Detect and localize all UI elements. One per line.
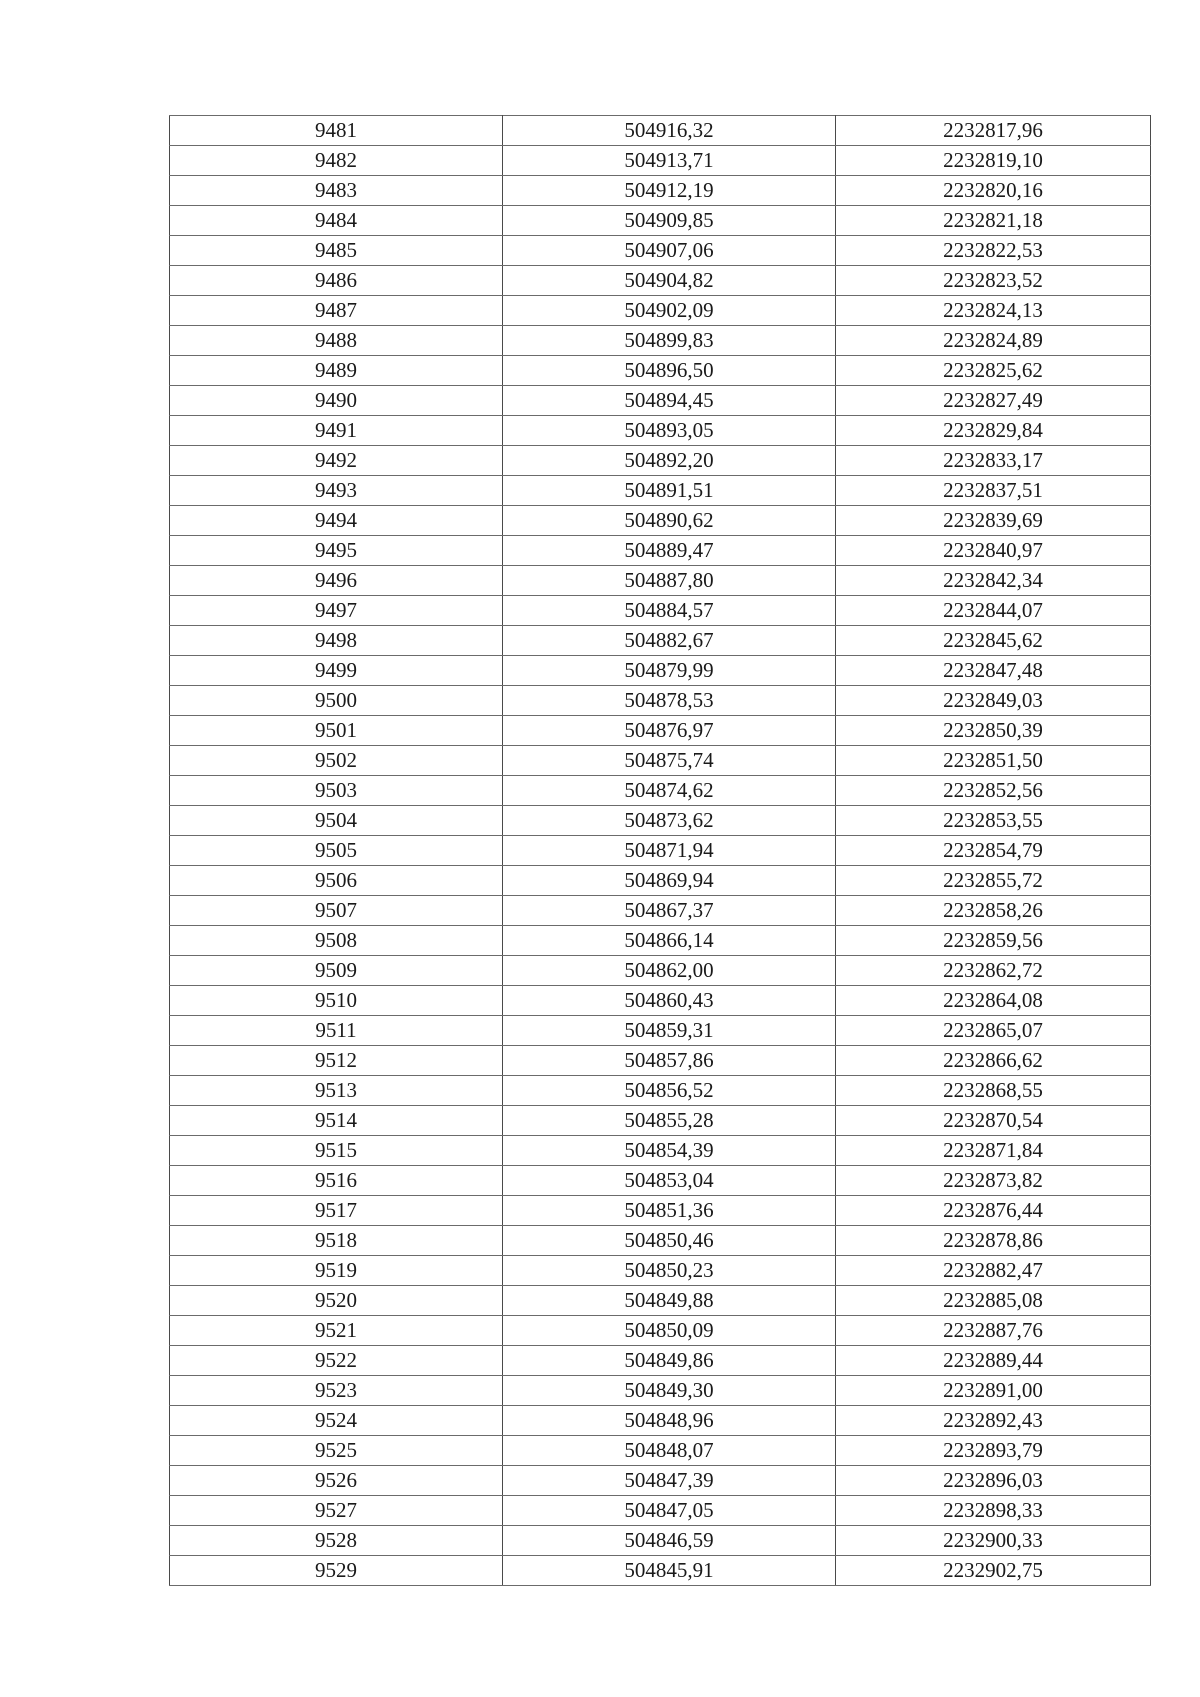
y-coordinate-cell: 2232823,52	[836, 266, 1151, 296]
table-row	[170, 1046, 1151, 1076]
point-number-cell: 9483	[170, 176, 503, 206]
y-coordinate-cell: 2232852,56	[836, 776, 1151, 806]
table-row	[170, 1466, 1151, 1496]
x-coordinate-cell: 504856,52	[503, 1076, 836, 1106]
x-coordinate-cell: 504860,43	[503, 986, 836, 1016]
table-row	[170, 326, 1151, 356]
x-coordinate-cell: 504879,99	[503, 656, 836, 686]
x-coordinate-cell: 504849,30	[503, 1376, 836, 1406]
y-coordinate-cell: 2232878,86	[836, 1226, 1151, 1256]
x-coordinate-cell: 504874,62	[503, 776, 836, 806]
y-coordinate-cell: 2232842,34	[836, 566, 1151, 596]
x-coordinate-cell: 504847,39	[503, 1466, 836, 1496]
y-coordinate-cell: 2232817,96	[836, 116, 1151, 146]
y-coordinate-cell: 2232819,10	[836, 146, 1151, 176]
y-coordinate-cell: 2232876,44	[836, 1196, 1151, 1226]
table-row	[170, 926, 1151, 956]
x-coordinate-cell: 504884,57	[503, 596, 836, 626]
point-number-cell: 9493	[170, 476, 503, 506]
y-coordinate-cell: 2232845,62	[836, 626, 1151, 656]
x-coordinate-cell: 504893,05	[503, 416, 836, 446]
x-coordinate-cell: 504902,09	[503, 296, 836, 326]
x-coordinate-cell: 504873,62	[503, 806, 836, 836]
y-coordinate-cell: 2232889,44	[836, 1346, 1151, 1376]
table-row	[170, 536, 1151, 566]
y-coordinate-cell: 2232855,72	[836, 866, 1151, 896]
point-number-cell: 9482	[170, 146, 503, 176]
x-coordinate-cell: 504871,94	[503, 836, 836, 866]
table-row	[170, 416, 1151, 446]
x-coordinate-cell: 504855,28	[503, 1106, 836, 1136]
table-row	[170, 446, 1151, 476]
x-coordinate-cell: 504909,85	[503, 206, 836, 236]
point-number-cell: 9528	[170, 1526, 503, 1556]
x-coordinate-cell: 504892,20	[503, 446, 836, 476]
point-number-cell: 9517	[170, 1196, 503, 1226]
table-row	[170, 1016, 1151, 1046]
point-number-cell: 9509	[170, 956, 503, 986]
y-coordinate-cell: 2232896,03	[836, 1466, 1151, 1496]
coordinates-table	[169, 115, 1151, 1586]
point-number-cell: 9505	[170, 836, 503, 866]
point-number-cell: 9523	[170, 1376, 503, 1406]
point-number-cell: 9488	[170, 326, 503, 356]
x-coordinate-cell: 504876,97	[503, 716, 836, 746]
point-number-cell: 9501	[170, 716, 503, 746]
y-coordinate-cell: 2232898,33	[836, 1496, 1151, 1526]
x-coordinate-cell: 504848,96	[503, 1406, 836, 1436]
y-coordinate-cell: 2232851,50	[836, 746, 1151, 776]
point-number-cell: 9515	[170, 1136, 503, 1166]
y-coordinate-cell: 2232900,33	[836, 1526, 1151, 1556]
table-row	[170, 1226, 1151, 1256]
table-row	[170, 626, 1151, 656]
table-row	[170, 176, 1151, 206]
y-coordinate-cell: 2232837,51	[836, 476, 1151, 506]
y-coordinate-cell: 2232821,18	[836, 206, 1151, 236]
x-coordinate-cell: 504857,86	[503, 1046, 836, 1076]
y-coordinate-cell: 2232825,62	[836, 356, 1151, 386]
x-coordinate-cell: 504867,37	[503, 896, 836, 926]
point-number-cell: 9516	[170, 1166, 503, 1196]
x-coordinate-cell: 504907,06	[503, 236, 836, 266]
x-coordinate-cell: 504845,91	[503, 1556, 836, 1586]
x-coordinate-cell: 504913,71	[503, 146, 836, 176]
point-number-cell: 9500	[170, 686, 503, 716]
point-number-cell: 9521	[170, 1316, 503, 1346]
y-coordinate-cell: 2232850,39	[836, 716, 1151, 746]
y-coordinate-cell: 2232893,79	[836, 1436, 1151, 1466]
x-coordinate-cell: 504890,62	[503, 506, 836, 536]
x-coordinate-cell: 504846,59	[503, 1526, 836, 1556]
point-number-cell: 9514	[170, 1106, 503, 1136]
x-coordinate-cell: 504849,88	[503, 1286, 836, 1316]
y-coordinate-cell: 2232833,17	[836, 446, 1151, 476]
y-coordinate-cell: 2232858,26	[836, 896, 1151, 926]
table-row	[170, 1076, 1151, 1106]
point-number-cell: 9498	[170, 626, 503, 656]
point-number-cell: 9494	[170, 506, 503, 536]
y-coordinate-cell: 2232882,47	[836, 1256, 1151, 1286]
point-number-cell: 9502	[170, 746, 503, 776]
table-row	[170, 1346, 1151, 1376]
y-coordinate-cell: 2232839,69	[836, 506, 1151, 536]
table-row	[170, 1526, 1151, 1556]
table-row	[170, 1256, 1151, 1286]
x-coordinate-cell: 504889,47	[503, 536, 836, 566]
table-row	[170, 716, 1151, 746]
point-number-cell: 9486	[170, 266, 503, 296]
table-row	[170, 1196, 1151, 1226]
x-coordinate-cell: 504878,53	[503, 686, 836, 716]
y-coordinate-cell: 2232892,43	[836, 1406, 1151, 1436]
table-row	[170, 776, 1151, 806]
y-coordinate-cell: 2232885,08	[836, 1286, 1151, 1316]
point-number-cell: 9497	[170, 596, 503, 626]
table-row	[170, 746, 1151, 776]
table-row	[170, 1406, 1151, 1436]
point-number-cell: 9512	[170, 1046, 503, 1076]
table-row	[170, 656, 1151, 686]
x-coordinate-cell: 504853,04	[503, 1166, 836, 1196]
y-coordinate-cell: 2232847,48	[836, 656, 1151, 686]
table-row	[170, 1376, 1151, 1406]
table-row	[170, 506, 1151, 536]
x-coordinate-cell: 504866,14	[503, 926, 836, 956]
table-row	[170, 296, 1151, 326]
point-number-cell: 9504	[170, 806, 503, 836]
point-number-cell: 9508	[170, 926, 503, 956]
x-coordinate-cell: 504849,86	[503, 1346, 836, 1376]
y-coordinate-cell: 2232864,08	[836, 986, 1151, 1016]
table-row	[170, 866, 1151, 896]
table-row	[170, 986, 1151, 1016]
point-number-cell: 9485	[170, 236, 503, 266]
y-coordinate-cell: 2232873,82	[836, 1166, 1151, 1196]
point-number-cell: 9518	[170, 1226, 503, 1256]
point-number-cell: 9526	[170, 1466, 503, 1496]
y-coordinate-cell: 2232859,56	[836, 926, 1151, 956]
y-coordinate-cell: 2232824,13	[836, 296, 1151, 326]
point-number-cell: 9527	[170, 1496, 503, 1526]
point-number-cell: 9484	[170, 206, 503, 236]
table-row	[170, 806, 1151, 836]
table-row	[170, 116, 1151, 146]
table-row	[170, 1496, 1151, 1526]
point-number-cell: 9496	[170, 566, 503, 596]
point-number-cell: 9506	[170, 866, 503, 896]
x-coordinate-cell: 504854,39	[503, 1136, 836, 1166]
table-row	[170, 896, 1151, 926]
table-row	[170, 566, 1151, 596]
y-coordinate-cell: 2232891,00	[836, 1376, 1151, 1406]
table-row	[170, 356, 1151, 386]
x-coordinate-cell: 504899,83	[503, 326, 836, 356]
y-coordinate-cell: 2232822,53	[836, 236, 1151, 266]
point-number-cell: 9481	[170, 116, 503, 146]
y-coordinate-cell: 2232866,62	[836, 1046, 1151, 1076]
x-coordinate-cell: 504887,80	[503, 566, 836, 596]
point-number-cell: 9495	[170, 536, 503, 566]
y-coordinate-cell: 2232844,07	[836, 596, 1151, 626]
x-coordinate-cell: 504882,67	[503, 626, 836, 656]
x-coordinate-cell: 504850,09	[503, 1316, 836, 1346]
x-coordinate-cell: 504848,07	[503, 1436, 836, 1466]
point-number-cell: 9525	[170, 1436, 503, 1466]
table-row	[170, 1136, 1151, 1166]
x-coordinate-cell: 504912,19	[503, 176, 836, 206]
table-row	[170, 1316, 1151, 1346]
table-row	[170, 956, 1151, 986]
point-number-cell: 9487	[170, 296, 503, 326]
table-row	[170, 476, 1151, 506]
point-number-cell: 9520	[170, 1286, 503, 1316]
x-coordinate-cell: 504859,31	[503, 1016, 836, 1046]
y-coordinate-cell: 2232840,97	[836, 536, 1151, 566]
point-number-cell: 9519	[170, 1256, 503, 1286]
y-coordinate-cell: 2232849,03	[836, 686, 1151, 716]
x-coordinate-cell: 504869,94	[503, 866, 836, 896]
x-coordinate-cell: 504862,00	[503, 956, 836, 986]
x-coordinate-cell: 504850,23	[503, 1256, 836, 1286]
y-coordinate-cell: 2232902,75	[836, 1556, 1151, 1586]
point-number-cell: 9499	[170, 656, 503, 686]
table-row	[170, 206, 1151, 236]
y-coordinate-cell: 2232820,16	[836, 176, 1151, 206]
table-row	[170, 1556, 1151, 1586]
table-row	[170, 1166, 1151, 1196]
point-number-cell: 9507	[170, 896, 503, 926]
table-row	[170, 1106, 1151, 1136]
table-row	[170, 836, 1151, 866]
y-coordinate-cell: 2232824,89	[836, 326, 1151, 356]
table-row	[170, 686, 1151, 716]
y-coordinate-cell: 2232862,72	[836, 956, 1151, 986]
x-coordinate-cell: 504875,74	[503, 746, 836, 776]
y-coordinate-cell: 2232827,49	[836, 386, 1151, 416]
point-number-cell: 9503	[170, 776, 503, 806]
table-row	[170, 266, 1151, 296]
table-row	[170, 236, 1151, 266]
point-number-cell: 9510	[170, 986, 503, 1016]
y-coordinate-cell: 2232854,79	[836, 836, 1151, 866]
y-coordinate-cell: 2232865,07	[836, 1016, 1151, 1046]
table-row	[170, 386, 1151, 416]
x-coordinate-cell: 504891,51	[503, 476, 836, 506]
table-row	[170, 1286, 1151, 1316]
point-number-cell: 9513	[170, 1076, 503, 1106]
y-coordinate-cell: 2232870,54	[836, 1106, 1151, 1136]
x-coordinate-cell: 504851,36	[503, 1196, 836, 1226]
point-number-cell: 9492	[170, 446, 503, 476]
y-coordinate-cell: 2232868,55	[836, 1076, 1151, 1106]
point-number-cell: 9489	[170, 356, 503, 386]
x-coordinate-cell: 504847,05	[503, 1496, 836, 1526]
table-row	[170, 1436, 1151, 1466]
point-number-cell: 9524	[170, 1406, 503, 1436]
point-number-cell: 9490	[170, 386, 503, 416]
y-coordinate-cell: 2232829,84	[836, 416, 1151, 446]
coordinates-table-body	[170, 116, 1151, 1586]
y-coordinate-cell: 2232887,76	[836, 1316, 1151, 1346]
point-number-cell: 9491	[170, 416, 503, 446]
x-coordinate-cell: 504916,32	[503, 116, 836, 146]
y-coordinate-cell: 2232871,84	[836, 1136, 1151, 1166]
point-number-cell: 9511	[170, 1016, 503, 1046]
y-coordinate-cell: 2232853,55	[836, 806, 1151, 836]
x-coordinate-cell: 504850,46	[503, 1226, 836, 1256]
point-number-cell: 9522	[170, 1346, 503, 1376]
x-coordinate-cell: 504894,45	[503, 386, 836, 416]
table-row	[170, 596, 1151, 626]
table-row	[170, 146, 1151, 176]
point-number-cell: 9529	[170, 1556, 503, 1586]
x-coordinate-cell: 504904,82	[503, 266, 836, 296]
x-coordinate-cell: 504896,50	[503, 356, 836, 386]
